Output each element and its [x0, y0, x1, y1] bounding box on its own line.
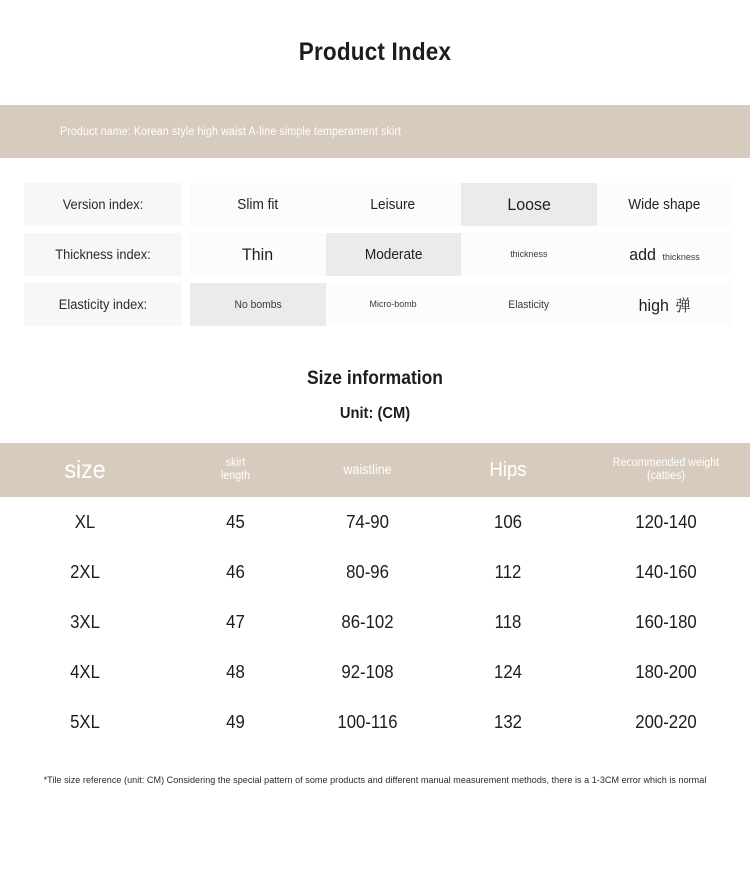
cell-hips: 124 — [494, 661, 522, 682]
cell-weight: 120-140 — [635, 511, 697, 532]
cell-size: 3XL — [70, 611, 100, 632]
size-column-header-size: size — [64, 455, 106, 484]
index-row-label-elasticity: Elasticity index: — [24, 283, 182, 326]
header-line-1: skirt — [225, 456, 246, 469]
cell-skirt-length: 49 — [226, 711, 245, 732]
index-option-loose-selected[interactable] — [461, 183, 597, 226]
index-row-elasticity — [20, 283, 732, 326]
index-option-thin[interactable] — [190, 233, 326, 276]
index-option-label-suffix: 弹 — [675, 296, 691, 315]
index-option-micro-bomb[interactable] — [326, 283, 462, 326]
cell-hips: 132 — [494, 711, 522, 732]
cell-weight: 160-180 — [635, 611, 697, 632]
index-option-label: Loose — [506, 194, 551, 214]
index-option-label: Leisure — [370, 196, 416, 213]
index-option-elasticity[interactable] — [461, 283, 597, 326]
index-option-label: Slim fit — [237, 196, 279, 213]
size-column-header-hips: Hips — [489, 458, 527, 481]
size-unit-label: Unit: (CM) — [339, 405, 411, 422]
cell-size: XL — [74, 511, 96, 532]
cell-skirt-length: 47 — [226, 611, 245, 632]
cell-skirt-length: 48 — [226, 661, 245, 682]
index-option-add-thickness[interactable] — [597, 233, 733, 276]
cell-waistline: 92-108 — [341, 661, 394, 682]
index-option-moderate-selected[interactable] — [326, 233, 462, 276]
index-row-version — [20, 183, 732, 226]
cell-size: 2XL — [70, 561, 100, 582]
size-column-header-recommended-weight — [588, 457, 744, 483]
cell-hips: 112 — [494, 561, 522, 582]
index-options-elasticity — [190, 283, 732, 326]
index-option-label: No bombs — [234, 298, 282, 311]
index-option-wide-shape[interactable] — [597, 183, 733, 226]
product-name-text: Product name: Korean style high waist A-line simple temperament skirt — [60, 125, 402, 138]
cell-skirt-length: 46 — [226, 561, 245, 582]
index-option-label-suffix: thickness — [662, 251, 700, 263]
cell-waistline: 74-90 — [346, 511, 389, 532]
index-option-high-elastic[interactable] — [597, 283, 733, 326]
header-line-1: Recommended weight — [612, 456, 720, 469]
size-column-header-waistline: waistline — [343, 462, 392, 478]
table-row — [0, 497, 750, 547]
table-row — [0, 597, 750, 647]
table-row — [0, 697, 750, 747]
size-disclaimer-footnote: *Tile size reference (unit: CM) Considering the special pattern of some products and different manual measurement methods, there is a 1-3CM error which is normal — [43, 775, 707, 786]
product-name-banner — [0, 105, 750, 158]
index-option-label: Wide shape — [628, 196, 701, 213]
table-row — [0, 547, 750, 597]
page-title: Product Index — [298, 38, 452, 66]
index-row-label-version: Version index: — [24, 183, 182, 226]
size-information-heading: Size information — [307, 368, 443, 389]
index-row-label-thickness: Thickness index: — [24, 233, 182, 276]
size-information-table — [0, 443, 750, 747]
header-line-2: length — [220, 470, 251, 482]
index-option-label: Moderate — [364, 246, 423, 263]
index-option-label: thickness — [510, 249, 548, 260]
index-options-thickness — [190, 233, 732, 276]
index-option-slim-fit[interactable] — [190, 183, 326, 226]
product-index-table — [20, 183, 732, 333]
index-option-label: add — [628, 244, 656, 264]
cell-waistline: 80-96 — [346, 561, 389, 582]
index-row-thickness — [20, 233, 732, 276]
cell-hips: 106 — [494, 511, 522, 532]
index-option-leisure[interactable] — [326, 183, 462, 226]
index-option-label: high — [638, 296, 669, 315]
cell-weight: 140-160 — [635, 561, 697, 582]
cell-size: 4XL — [70, 661, 100, 682]
size-column-header-skirt-length — [175, 457, 297, 483]
cell-skirt-length: 45 — [226, 511, 245, 532]
cell-waistline: 100-116 — [337, 711, 398, 732]
size-table-header-row — [0, 443, 750, 497]
index-option-label: Thin — [242, 244, 274, 264]
index-option-thickness[interactable] — [461, 233, 597, 276]
cell-weight: 200-220 — [635, 711, 697, 732]
cell-waistline: 86-102 — [341, 611, 394, 632]
index-option-no-bombs-selected[interactable] — [190, 283, 326, 326]
header-line-2: (catties) — [646, 470, 686, 482]
index-option-label: Micro-bomb — [369, 299, 417, 310]
index-option-label: Elasticity — [508, 298, 550, 311]
index-options-version — [190, 183, 732, 226]
cell-size: 5XL — [70, 711, 100, 732]
table-row — [0, 647, 750, 697]
cell-weight: 180-200 — [635, 661, 697, 682]
cell-hips: 118 — [494, 611, 522, 632]
